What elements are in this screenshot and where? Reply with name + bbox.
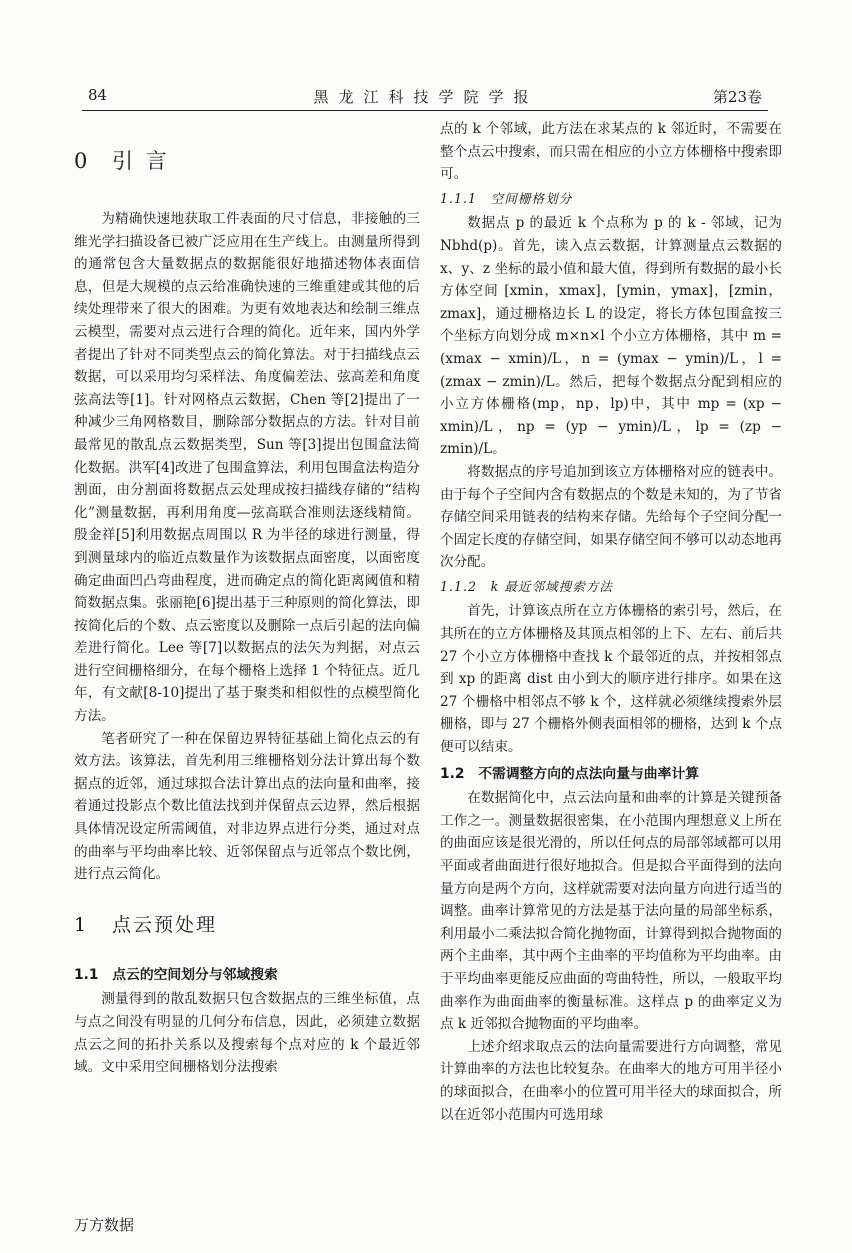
section-0-title: 引 言 — [112, 149, 170, 173]
intro-paragraph-2: 笔者研究了一种在保留边界特征基础上简化点云的有效方法。该算法，首先利用三维栅格划分法计算出每个数据点的近邻，通过球拟合法计算出点的法向量和曲率，接着通过投影点个数比值法找到并保留点云边界，然后根据具体情况设定所需阈值，对非边界点进行分类，通过对点的曲率与平均曲率比较、近邻保留点与近邻点个数比例，进行点云简化。 — [74, 730, 420, 883]
section-1-1-2-paragraph: 首先，计算该点所在立方体栅格的索引号，然后，在其所在的立方体栅格及其顶点相邻的上下、左右、前后共 27 个小立方体栅格中查找 k 个最邻近的点，并按相邻点到 xp 的距离 dist 由小到大的顺序进行排序。如果在这 27 个栅格中相邻点不够 k 个，这样就必须继续搜索外层栅格，即与 27 个栅格外侧表面相邻的栅格，达到 k 个点便可以结束。 — [440, 603, 782, 756]
section-1-number: 1 — [74, 913, 89, 936]
page-number: 84 — [88, 86, 108, 104]
section-1-title: 点云预处理 — [112, 913, 218, 936]
section-1-heading — [74, 912, 420, 938]
section-1-1-1-heading: 1.1.1 空间栅格划分 — [440, 190, 573, 206]
section-0-number: 0 — [74, 149, 91, 173]
section-1-2-heading: 1.2 不需调整方向的点法向量与曲率计算 — [440, 765, 699, 782]
left-column — [74, 118, 420, 1079]
continued-paragraph: 点的 k 个邻域，此方法在求某点的 k 邻近时，不需要在整个点云中搜索，而只需在相应的小立方体栅格中搜索即可。 — [440, 121, 782, 183]
header-rule — [82, 110, 768, 111]
section-1-2-paragraph-2: 上述介绍求取点云的法向量需要进行方向调整，常见计算曲率的方法也比较复杂。在曲率大的地方可用半径小的球面拟合，在曲率小的位置可用半径大的球面拟合，所以在近邻小范围内可选用球 — [440, 1038, 782, 1123]
section-1-1-heading: 1.1 点云的空间划分与邻域搜索 — [74, 966, 278, 983]
section-1-1-1-paragraph-1: 数据点 p 的最近 k 个点称为 p 的 k - 邻域，记为 Nbhd(p)。首先，读入点云数据，计算测量点云数据的 x、y、z 坐标的最小值和最大值，得到所有数据的最小长方体空间 [xmin，xmax]，[ymin，ymax]，[zmin，zmax]，通过栅格边长 L 的设定，将长方体包围盒按三个坐标方向划分成 m×n×l 个小立方体栅格，其中 m = (xmax − xmin)/L，n = (ymax − ymin)/L，l = (zmax − zmin)/L。然后，把每个数据点分配到相应的小立方体栅格(mp，np，lp)中，其中 mp = (xp − xmin)/L，np = (yp − ymin)/L，lp = (zp − zmin)/L。 — [440, 215, 782, 458]
volume-label: 第23卷 — [712, 88, 762, 106]
running-header — [0, 86, 852, 108]
section-1-2-paragraph-1: 在数据简化中，点云法向量和曲率的计算是关键预备工作之一。测量数据很密集，在小范围内理想意义上所在的曲面应该是很光滑的，所以任何点的局部邻域都可以用平面或者曲面进行很好地拟合。但是拟合平面得到的法向量方向是两个方向，这样就需要对法向量方向进行适当的调整。曲率计算常见的方法是基于法向量的局部坐标系，利用最小二乘法拟合简化抛物面，计算得到拟合抛物面的两个主曲率，其中两个主曲率的平均值称为平均曲率。由于平均曲率更能反应曲面的弯曲特性，所以，一般取平均曲率作为曲面曲率的衡量标准。这样点 p 的曲率定义为点 k 近邻拟合抛物面的平均曲率。 — [440, 790, 782, 1033]
section-1-1-1-paragraph-2: 将数据点的序号追加到该立方体栅格对应的链表中。由于每个子空间内含有数据点的个数是未知的，为了节省存储空间采用链表的结构来存储。先给每个子空间分配一个固定长度的存储空间，如果存储空间不够可以动态地再次分配。 — [440, 463, 782, 571]
watermark-text: 万方数据 — [74, 1216, 135, 1234]
right-column — [440, 118, 782, 1126]
section-0-heading — [74, 148, 420, 174]
journal-title: 黑龙江科技学院学报 — [313, 88, 539, 106]
intro-paragraph-1: 为精确快速地获取工件表面的尺寸信息，非接触的三维光学扫描设备已被广泛应用在生产线上。由测量所得到的通常包含大量数据点的数据能很好地描述物体表面信息，但是大规模的点云给准确快速的三维重建或其他的后续处理带来了很大的困难。为更有效地表达和绘制三维点云模型，需要对点云进行合理的简化。近年来，国内外学者提出了针对不同类型点云的简化算法。对于扫描线点云数据，可以采用均匀采样法、角度偏差法、弦高差和角度弦高法等[1]。针对网格点云数据，Chen 等[2]提出了一种减少三角网格数目，删除部分数据点的方法。针对目前最常见的散乱点云数据类型，Sun 等[3]提出包围盒法简化数据。洪军[4]改进了包围盒算法，利用包围盒法构造分割面，由分割面将数据点云处理成按扫描线存储的“结构化”测量数据，再利用角度—弦高联合准则法逐线精简。殷金祥[5]利用数据点周围以 R 为半径的球进行测量，得到测量球内的临近点数量作为该数据点面密度，以面密度确定曲面凹凸弯曲程度，进而确定点的简化距离阈值和精简数据点集。张丽艳[6]提出基于三种原则的简化算法，即按简化后的个数、点云密度以及删除一点后引起的法向偏差进行简化。Lee 等[7]以数据点的法矢为判据，对点云进行空间栅格细分，在每个栅格上选择 1 个特征点。近几年，有文献[8-10]提出了基于聚类和相似性的点模型简化方法。 — [74, 211, 420, 725]
section-1-1-paragraph: 测量得到的散乱数据只包含数据点的三维坐标值，点与点之间没有明显的几何分布信息，因此，必须建立数据点云之间的拓扑关系以及搜索每个点对应的 k 个最近邻域。文中采用空间栅格划分法搜索 — [74, 991, 420, 1076]
section-1-1-2-heading: 1.1.2 k 最近邻域搜索方法 — [440, 578, 614, 594]
